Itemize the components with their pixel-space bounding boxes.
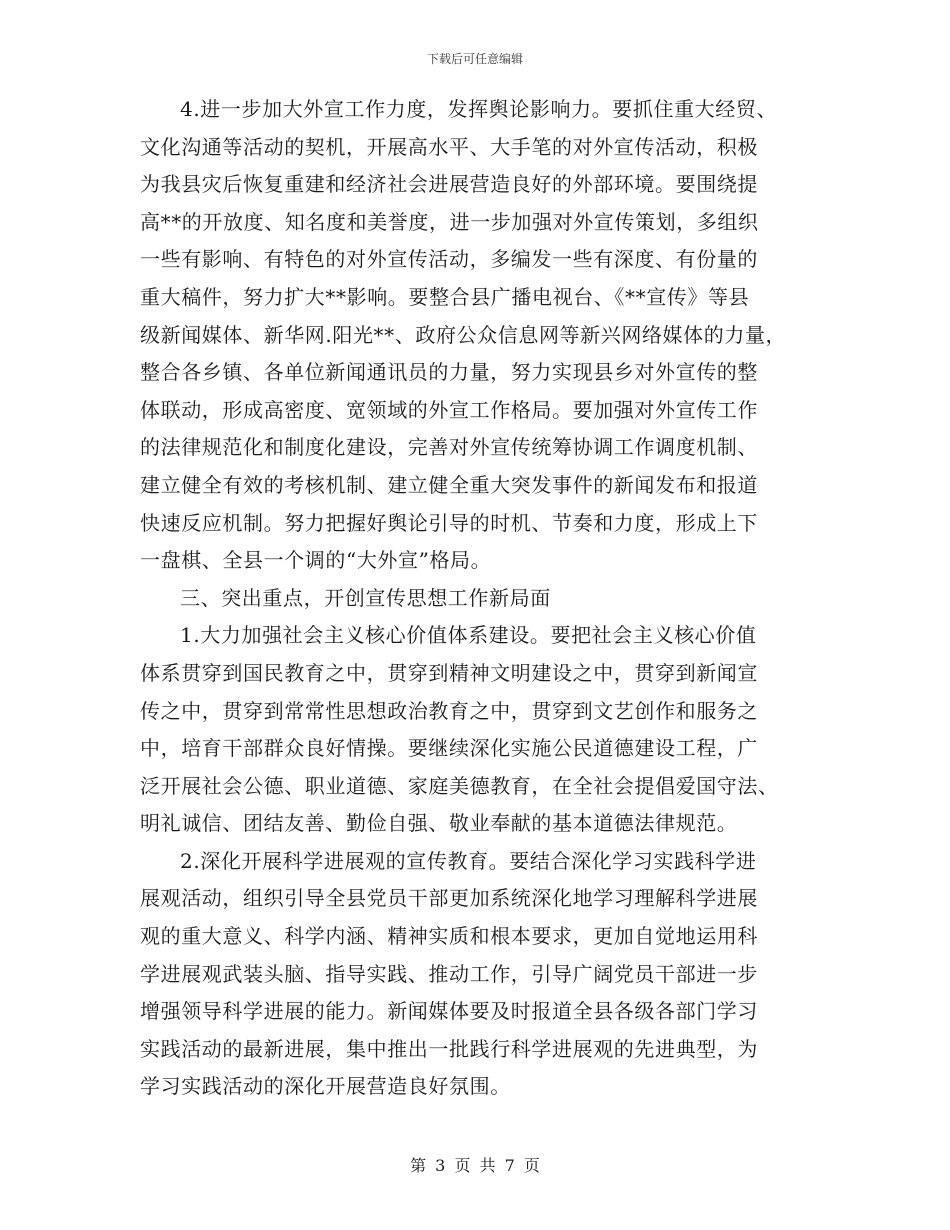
document-body — [140, 91, 820, 1106]
page-number-footer: 第 3 页 共 7 页 — [410, 1156, 540, 1175]
page-header-note: 下载后可任意编辑 — [426, 52, 523, 66]
paragraph-line: 一些有影响、有特色的对外宣传活动，多编发一些有深度、有份量的 — [140, 247, 758, 272]
paragraph-line: 传之中，贯穿到常常性思想政治教育之中，贯穿到文艺创作和服务之 — [140, 698, 758, 723]
paragraph-line: 泛开展社会公德、职业道德、家庭美德教育，在全社会提倡爱国守法、 — [140, 773, 779, 798]
paragraph-line: 中，培育干部群众良好情操。要继续深化实施公民道德建设工程，广 — [140, 736, 758, 761]
paragraph-line: 展观活动，组织引导全县党员干部更加系统深化地学习理解科学进展 — [140, 886, 758, 911]
paragraph-line: 建立健全有效的考核机制、建立健全重大突发事件的新闻发布和报道 — [140, 472, 758, 497]
paragraph-line: 高**的开放度、知名度和美誉度，进一步加强对外宣传策划，多组织 — [140, 209, 759, 234]
paragraph-line: 体联动，形成高密度、宽领域的外宣工作格局。要加强对外宣传工作 — [140, 397, 758, 422]
paragraph-line: 学进展观武装头脑、指导实践、推动工作，引导广阔党员干部进一步 — [140, 961, 758, 986]
paragraph-line: 体系贯穿到国民教育之中，贯穿到精神文明建设之中，贯穿到新闻宣 — [140, 660, 758, 685]
paragraph-line: 1.大力加强社会主义核心价值体系建设。要把社会主义核心价值 — [180, 623, 757, 648]
paragraph-line: 重大稿件，努力扩大**影响。要整合县广播电视台、《**宣传》等县 — [140, 284, 750, 309]
section-heading: 三、突出重点，开创宣传思想工作新局面 — [180, 585, 551, 610]
paragraph-line: 2.深化开展科学进展观的宣传教育。要结合深化学习实践科学进 — [180, 848, 757, 873]
paragraph-line: 4.进一步加大外宣工作力度，发挥舆论影响力。要抓住重大经贸、 — [180, 97, 778, 121]
paragraph-line: 文化沟通等活动的契机，开展高水平、大手笔的对外宣传活动，积极 — [140, 134, 758, 159]
paragraph-line: 明礼诚信、团结友善、勤俭自强、敬业奉献的基本道德法律规范。 — [140, 811, 738, 836]
paragraph-line: 一盘棋、全县一个调的“大外宣”格局。 — [140, 548, 492, 573]
paragraph-line: 观的重大意义、科学内涵、精神实质和根本要求，更加自觉地运用科 — [140, 924, 758, 949]
paragraph-line: 为我县灾后恢复重建和经济社会进展营造良好的外部环境。要围绕提 — [140, 172, 758, 197]
paragraph-line: 的法律规范化和制度化建设，完善对外宣传统筹协调工作调度机制、 — [140, 435, 758, 460]
paragraph-line: 学习实践活动的深化开展营造良好氛围。 — [140, 1074, 511, 1099]
paragraph-line: 快速反应机制。努力把握好舆论引导的时机、节奏和力度，形成上下 — [140, 510, 758, 535]
paragraph-line: 级新闻媒体、新华网.阳光**、政府公众信息网等新兴网络媒体的力量， — [140, 322, 787, 347]
paragraph-line: 整合各乡镇、各单位新闻通讯员的力量，努力实现县乡对外宣传的整 — [140, 360, 758, 385]
paragraph-line: 实践活动的最新进展，集中推出一批践行科学进展观的先进典型，为 — [140, 1036, 758, 1061]
paragraph-line: 增强领导科学进展的能力。新闻媒体要及时报道全县各级各部门学习 — [140, 999, 758, 1024]
